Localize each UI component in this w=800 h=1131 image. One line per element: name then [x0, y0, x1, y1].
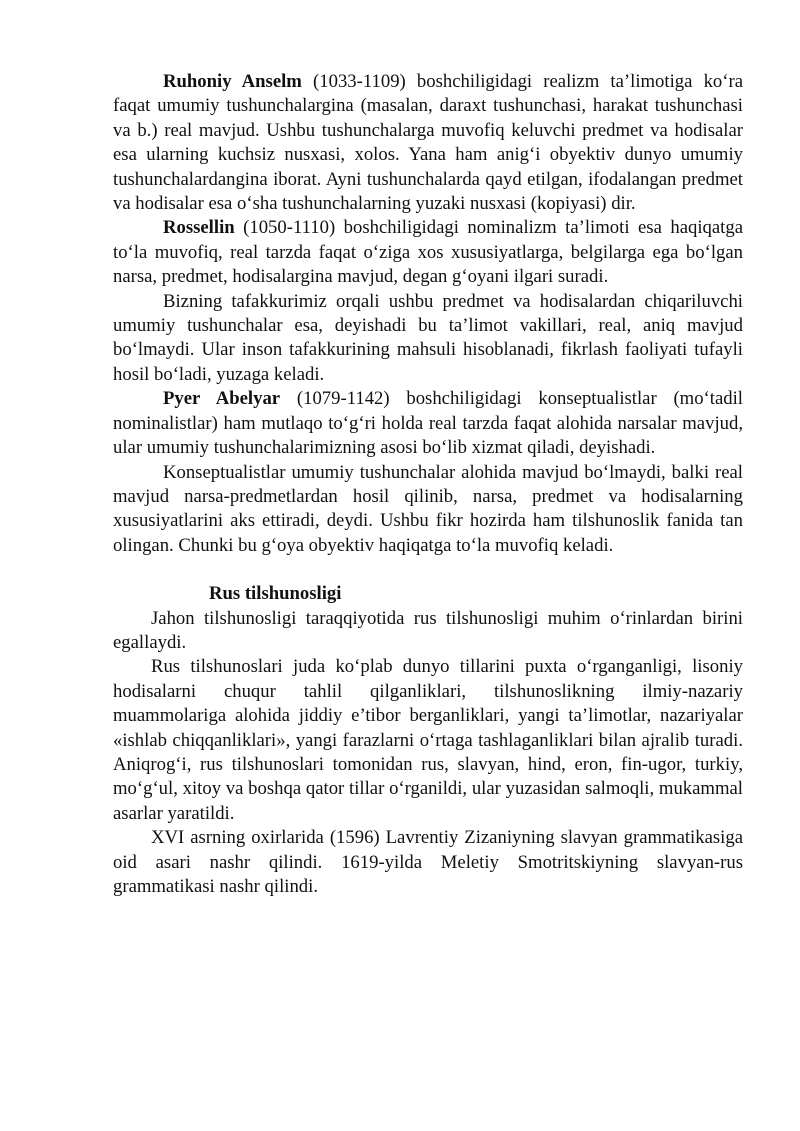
- document-page: [113, 70, 743, 899]
- paragraph-russian-role: [113, 607, 743, 656]
- paragraph-nominalism-concepts-text: Bizning tafakkurimiz orqali ushbu predmet va hodisalardan chiqariluvchi umumiy tushunchalar esa, deyishadi bu ta’limot vakillari, real, aniq mavjud bo‘lmaydi. Ular inson tafakkurining mahsuli hisoblanadi, fikrlash faoliyati tufayli hosil bo‘ladi, yuzaga keladi.: [113, 290, 743, 385]
- paragraph-russian-linguists: [113, 655, 743, 826]
- paragraph-russian-role-text: Jahon tilshunosligi taraqqiyotida rus tilshunosligi muhim o‘rinlardan birini egallaydi.: [113, 607, 743, 653]
- name-rossellin: Rossellin: [163, 217, 235, 239]
- paragraph-russian-linguists-text: Rus tilshunoslari juda ko‘plab dunyo tillarini puxta o‘rganganligi, lisoniy hodisalarni chuqur tahlil qilganliklari, tilshunoslikning ilmiy-nazariy muammolariga alohida jiddiy e’tibor berganliklari, yangi ta’limotlar, nazariyalar «ishlab chiqqanliklari», yangi farazlarni o‘rtaga tashlaganliklari bilan ajralib turadi. Aniqrog‘i, rus tilshunoslari tomonidan rus, slavyan, hind, eron, fin-ugor, turkiy, mo‘g‘ul, xitoy va boshqa qator tillar o‘rganildi, ular yuzasidan salmoqli, mukammal asarlar yaratildi.: [113, 656, 743, 824]
- paragraph-abelyar: [113, 387, 743, 460]
- paragraph-rossellin-text: (1050-1110) boshchiligidagi nominalizm ta’limoti esa haqiqatga to‘la muvofiq, real tarzda faqat o‘ziga xos xususiyatlarga, belgilarga ega bo‘lgan narsa, predmet, hodisalargina mavjud, degan g‘oyani ilgari suradi.: [113, 217, 743, 288]
- paragraph-grammars-text: XVI asrning oxirlarida (1596) Lavrentiy Zizaniyning slavyan grammatikasiga oid asari nashr qilindi. 1619-yilda Meletiy Smotritskiyning slavyan-rus grammatikasi nashr qilindi.: [113, 827, 743, 897]
- paragraph-anselm: [113, 70, 743, 216]
- name-abelyar: Pyer Abelyar: [163, 388, 281, 410]
- paragraph-rossellin: [113, 216, 743, 289]
- paragraph-conceptualists: [113, 461, 743, 559]
- paragraph-anselm-text: (1033-1109) boshchiligidagi realizm ta’limotiga ko‘ra faqat umumiy tushunchalargina (masalan, daraxt tushunchasi, harakat tushunchasi va b.) real mavjud. Ushbu tushunchalarga muvofiq keluvchi predmet va hodisalar esa ularning kuchsiz nusxasi, xolos. Yana ham anig‘i obyektiv dunyo umumiy tushunchalardangina iborat. Ayni tushunchalarda qayd etilgan, ifodalangan predmet va hodisalar esa o‘sha tushunchalarning yuzaki nusxasi (kopiyasi) dir.: [113, 71, 743, 215]
- paragraph-grammars: [113, 826, 743, 899]
- section-heading: Rus tilshunosligi: [209, 583, 342, 605]
- paragraph-nominalism-concepts: [113, 290, 743, 388]
- name-anselm: Ruhoniy Anselm: [163, 71, 302, 92]
- paragraph-conceptualists-text: Konseptualistlar umumiy tushunchalar alohida mavjud bo‘lmaydi, balki real mavjud narsa-predmetlardan hosil qilinib, narsa, predmet va hodisalarning xususiyatlarini aks ettiradi, deydi. Ushbu fikr hozirda ham tilshunoslik fanida tan olingan. Chunki bu g‘oya obyektiv haqiqatga to‘la muvofiq keladi.: [113, 461, 743, 556]
- paragraph-abelyar-text: (1079-1142) boshchiligidagi konseptualistlar (mo‘tadil nominalistlar) ham mutlaqo to‘g‘ri holda real tarzda faqat alohida narsalar mavjud, ular umumiy tushunchalarimizning asosi bo‘lib xizmat qiladi, deyishadi.: [113, 388, 743, 459]
